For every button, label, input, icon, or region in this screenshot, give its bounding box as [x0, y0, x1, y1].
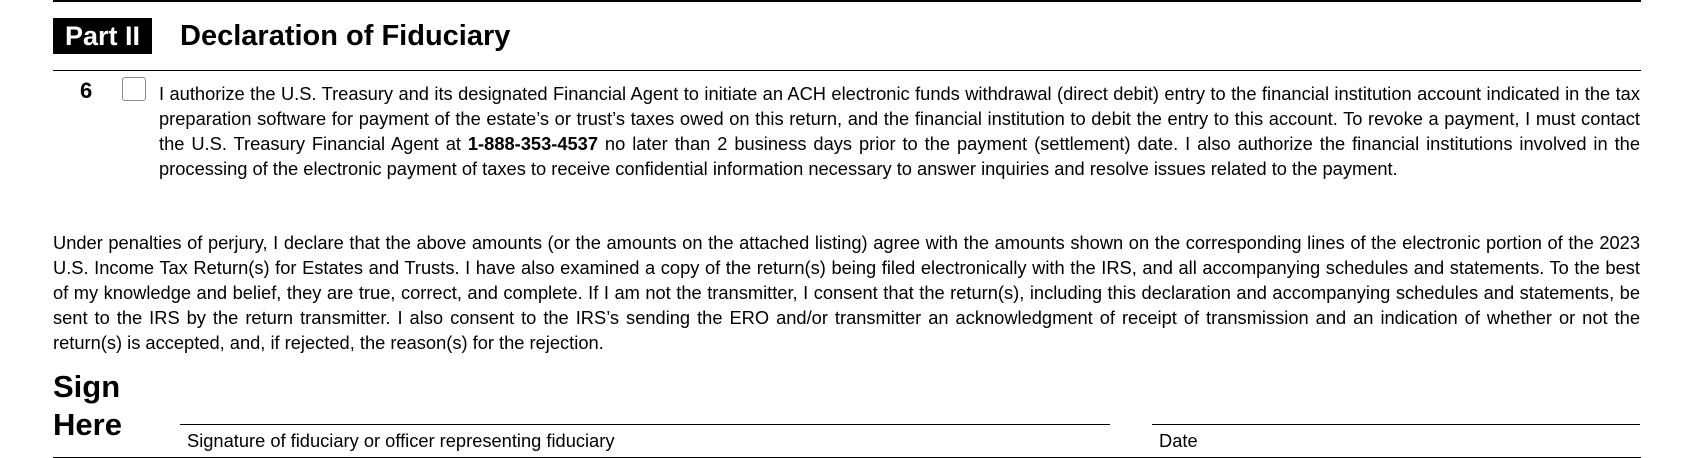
signature-field[interactable] [180, 424, 1110, 425]
perjury-declaration: Under penalties of perjury, I declare that the above amounts (or the amounts on the attached listing) agree with the amounts shown on the corresponding lines of the electronic portion of the 2023 U.S. Income Tax Return(s) for Estates and Trusts. I have also examined a copy of the return(s) being filed electronically with the IRS, and all accompanying schedules and statements. To the best of my knowledge and belief, they are true, correct, and complete. If I am not the transmitter, I consent that the return(s), including this declaration and accompanying schedules and statements, be sent to the IRS by the return transmitter. I also consent to the IRS’s sending the ERO and/or transmitter an acknowledgment of receipt of transmission and an indication of whether or not the return(s) is accepted, and, if rejected, the reason(s) for the rejection. [53, 232, 1640, 353]
agent-phone-number: 1-888-353-4537 [467, 133, 598, 154]
header-rule [53, 70, 1641, 71]
signature-label: Signature of fiduciary or officer representing fiduciary [187, 430, 615, 451]
date-label: Date [1159, 430, 1198, 451]
top-rule [53, 0, 1641, 2]
part-title: Declaration of Fiduciary [180, 19, 511, 52]
date-field[interactable] [1152, 424, 1640, 425]
authorization-text-part-2: no later than 2 business days prior to the payment (settlement) date. I also authorize the financial institutions involved in the processing of the electronic payment of taxes to receive confidential information necessary to answer inquiries and resolve issues related to the payment. [159, 133, 1640, 179]
sign-here-line-1: Sign [53, 369, 121, 404]
part-badge: Part II [53, 18, 152, 54]
line-number: 6 [80, 78, 93, 103]
sign-here-label [53, 368, 122, 444]
sign-here-line-2: Here [53, 407, 122, 442]
part-header [53, 18, 510, 54]
ach-authorization-text [159, 81, 1640, 181]
ach-authorization-checkbox[interactable] [122, 77, 146, 101]
authorization-text-part-1: I authorize the U.S. Treasury and its designated Financial Agent to initiate an ACH electronic funds withdrawal (direct debit) entry to the financial institution account indicated in the tax preparation software for payment of the estate’s or trust’s taxes owed on this return, and the financial institution to debit the entry to this account. To revoke a payment, I must contact the U.S. Treasury Financial Agent at [159, 83, 1640, 154]
